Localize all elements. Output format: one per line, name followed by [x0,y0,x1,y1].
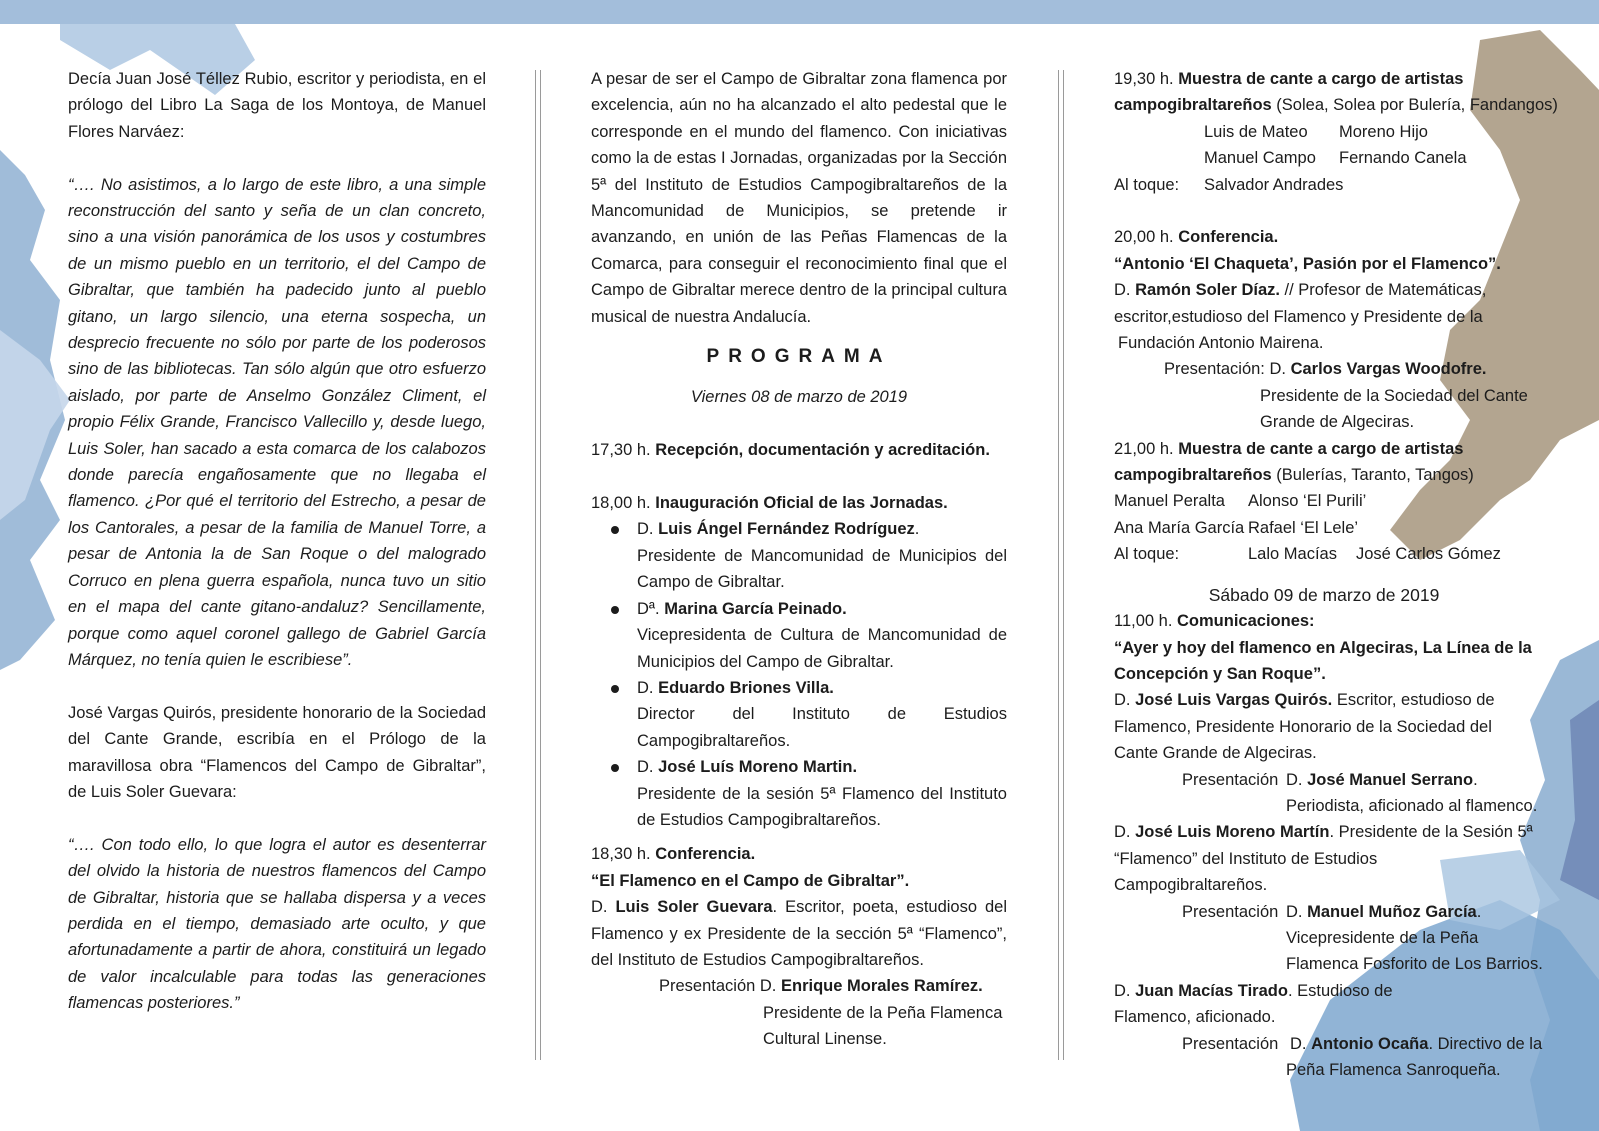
person-role: Presidente de la sesión 5ª Flamenco del Instituto de Estudios Campogibraltareños. [637,784,1007,829]
day-2-date: Sábado 09 de marzo de 2019 [1208,584,1440,605]
column-divider-1 [535,70,541,1060]
event-communications: 11,00 h. Comunicaciones: [1114,612,1315,631]
intro-paragraph-2: José Vargas Quirós, presidente honorario de la Sociedad del Cante Grande, escribía en el Prólogo de la maravillosa obra “Flamencos del Campo de Gibraltar”, de Luis Soler Guevara: [68,703,486,801]
person-role: Vicepresidenta de Cultura de Mancomunidad de Municipios del Campo de Gibraltar. [637,626,1007,671]
speaker-info: D. José Luis Moreno Martín. Presidente de la Sesión 5ª “Flamenco” del Instituto de Estudios Campogibraltareños. [1114,823,1533,895]
speaker-info: D. José Luis Vargas Quirós. Escritor, estudioso de Flamenco, Presidente Honorario de la Sociedad del Cante Grande de Algeciras. [1114,691,1495,763]
quote-2: “…. Con todo ello, lo que logra el autor es desenterrar del olvido la historia de nuestros flamencos del Campo de Gibraltar, historia que se hallaba dispersa y a veces perdida en el tiempo, demasiado arte oculto, y que afortunadamente a partir de ahora, constituirá un legado de valor incalculable para todas las generaciones flamencas posteriores.” [68,835,486,1013]
event-time: 18,30 h. [591,845,651,864]
program-heading: PROGRAMA [706,346,892,368]
person-name: Luis Ángel Fernández Rodríguez [658,520,915,539]
column-left [68,66,486,1017]
artists-row: Manuel Peralta Alonso ‘El Purili’ [1114,492,1367,511]
bullet-icon [611,685,619,693]
event-title: Recepción, documentación y acreditación. [655,441,990,460]
bullet-icon [611,764,619,772]
bullet-icon [611,606,619,614]
day-1-date: Viernes 08 de marzo de 2019 [690,388,908,407]
column-divider-2 [1058,70,1064,1060]
intro-paragraph: A pesar de ser el Campo de Gibraltar zona flamenca por excelencia, aún no ha alcanzado el alto pedestal que le corresponde en el mundo del flamenco. Con iniciativas como la de estas I Jornadas, organizadas por la Sección 5ª del Instituto de Estudios Campogibraltareños de la Mancomunidad de Municipios, se pretende ir avanzando, en unión de las Peñas Flamencas de la Comarca, para conseguir el reconocimiento final que el Campo de Gibraltar merece dentro de la principal cultura musical de nuestra Andalucía. [591,70,1007,326]
person-role: Director del Instituto de Estudios Campogibraltareños. [637,705,1007,750]
guitar-row: Al toque: Salvador Andrades [1114,175,1344,194]
quote-1: “…. No asistimos, a lo largo de este libro, a una simple reconstrucción del santo y seña de un clan concreto, sino a una visión panorámica de los usos y costumbres de un mismo pueblo en un territorio, el del Campo de Gibraltar, que también ha padecido junto al pueblo gitano, un largo silencio, una eterna sospecha, un desprecio frecuente no sólo por parte de los poderosos sino de las bibliotecas. Tan sólo algún que otro esfuerzo aislado, por parte de Anselmo González Climent, el propio Félix Grande, Francisco Vallecillo y, desde luego, Luis Soler, han sacado a esta comarca de los calabozos donde parecía engañosamente que no llegaba el flamenco. ¿Por qué el territorio del Estrecho, a pesar de los Cantorales, a pesar de la familia de Manuel Torre, a pesar de Antonia la de San Roque o del malogrado Corruco en plena guerra española, nunca tuvo un sitio en el mapa del cante gitano-andaluz? Sencillamente, porque como aquel coronel gallego de Gabriel García Márquez, no tenía quien le escribiese”. [68,175,486,669]
intro-paragraph-1: Decía Juan José Téllez Rubio, escritor y periodista, en el prólogo del Libro La Saga de los Montoya, de Manuel Flores Narváez: [68,70,486,141]
column-middle [591,66,1007,1053]
event-title: Conferencia. [655,845,756,864]
event-inauguration [591,490,1007,516]
event-cante-1: 19,30 h. Muestra de cante a cargo de artistas campogibraltareños (Solea, Solea por Bulería, Fandangos) [1114,70,1558,115]
list-item: Dª. Marina García Peinado. Vicepresidenta de Cultura de Mancomunidad de Municipios del Campo de Gibraltar. [591,596,1007,675]
artists-row: Manuel Campo Fernando Canela [1204,149,1467,168]
presenter-line: Presentación: D. Carlos Vargas Woodofre. [1164,360,1487,379]
talk-title: “Antonio ‘El Chaqueta’, Pasión por el Flamenco”. [1114,254,1501,273]
guitar-row: Al toque: Lalo Macías José Carlos Gómez [1114,545,1501,564]
presenter-role: Cultural Linense. [763,1030,887,1049]
person-name: Marina García Peinado. [664,599,847,618]
talk-title: “Ayer y hoy del flamenco en Algeciras, La Línea de la Concepción y San Roque”. [1114,638,1532,683]
presenter-line: Presentación D. Enrique Morales Ramírez. [659,977,983,996]
artists-row: Luis de Mateo Moreno Hijo [1204,122,1428,141]
event-reception [591,437,1007,463]
bullet-icon [611,526,619,534]
event-cante-2: 21,00 h. Muestra de cante a cargo de artistas campogibraltareños (Bulerías, Taranto, Tangos) [1114,439,1474,485]
speaker-info: D. Luis Soler Guevara. Escritor, poeta, estudioso del Flamenco y ex Presidente de la sección 5ª “Flamenco”, del Instituto de Estudios Campogibraltareños. [591,898,1007,969]
column-right: 19,30 h. Muestra de cante a cargo de artistas campogibraltareños (Solea, Solea por Bulería, Fandangos) Luis de Mateo Moreno Hijo Manuel Campo Fernando Canela Al toque: Salvador Andrades 20,00 h. Conferencia. “Antonio ‘El Chaqueta’, Pasión por el Flamenco”. D. Ramón Soler Díaz. // Profesor de Matemáticas, escritor,estudioso del Flamenco y Presidente de la Fundación Antonio Mairena. Presentación: D. Carlos Vargas Woodofre. Presidente de la Sociedad del Cante Grande de Algeciras. 21,00 h. Muestra de cante a cargo de artistas campogibraltareños (Bulerías, Taranto, Tangos) Manuel Peralta Alonso ‘El Purili’ Ana María García Rafael ‘El Lele’ Al toque: Lalo Macías José Carlos Gómez Sábado 09 de marzo de 2019 11,00 h. Comunicaciones: “Ayer y hoy del flamenco en Algeciras, La Línea de la Concepción y San Roque”. D. José Luis Vargas Quirós. Escritor, estudioso de Flamenco, Presidente Honorario de la Sociedad del Cante Grande de Algeciras. Presentación D. José Manuel Serrano. Periodista, aficionado al flamenco. D. José Luis Moreno Martín. Presidente de la Sesión 5ª “Flamenco” del Instituto de Estudios Campogibraltareños. Presentación D. Manuel Muñoz García. Vicepresidente de la Peña Flamenca Fosforito de Los Barrios. D. Juan Macías Tirado. Estudioso de Flamenco, aficionado. Presentación D. Antonio Ocaña. Directivo de la Peña Flamenca Sanroqueña. [1114,66,1584,1083]
person-role: Presidente de Mancomunidad de Municipios del Campo de Gibraltar. [637,546,1007,592]
speaker-info: D. Ramón Soler Díaz. // Profesor de Matemáticas, [1114,281,1487,300]
event-conference [591,841,1007,867]
event-time: 17,30 h. [591,441,651,460]
presenter-role: Presidente de la Peña Flamenca [763,1003,1003,1022]
list-item: D. Luis Ángel Fernández Rodríguez. Presidente de Mancomunidad de Municipios del Campo de Gibraltar. [591,516,1007,595]
event-title: Inauguración Oficial de las Jornadas. [655,494,948,513]
person-name: José Luís Moreno Martin. [658,758,858,777]
talk-title: “El Flamenco en el Campo de Gibraltar”. [591,871,910,890]
event-time: 18,00 h. [591,494,651,513]
artists-row: Ana María García Rafael ‘El Lele’ [1114,518,1359,537]
speaker-info: D. Juan Macías Tirado. Estudioso de Flamenco, aficionado. [1114,981,1393,1027]
list-item: D. José Luís Moreno Martin. Presidente de la sesión 5ª Flamenco del Instituto de Estudios Campogibraltareños. [591,754,1007,833]
event-conference-2: 20,00 h. Conferencia. [1114,228,1279,247]
person-name: Eduardo Briones Villa. [658,678,834,697]
list-item: D. Eduardo Briones Villa. Director del Instituto de Estudios Campogibraltareños. [591,675,1007,754]
